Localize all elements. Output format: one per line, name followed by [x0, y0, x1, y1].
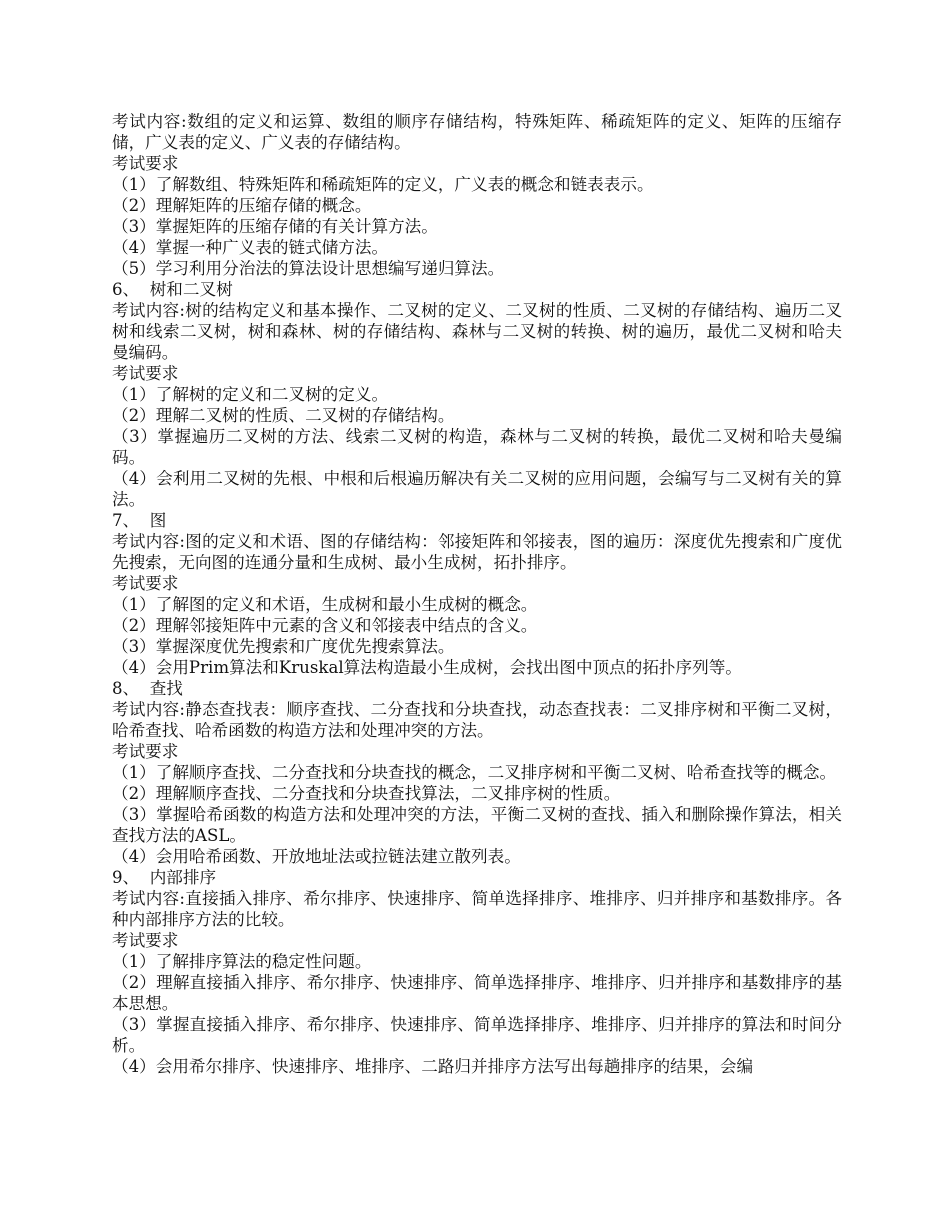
- section-5-req-5: （5）学习利用分治法的算法设计思想编写递归算法。: [112, 259, 505, 278]
- section-5-req-2: （2）理解矩阵的压缩存储的概念。: [112, 196, 372, 215]
- section-9-req-2: （2）理解直接插入排序、希尔排序、快速排序、简单选择排序、堆排序、归并排序和基数排序的基本思想。: [112, 973, 842, 1013]
- section-9-req-3: （3）掌握直接插入排序、希尔排序、快速排序、简单选择排序、堆排序、归并排序的算法和时间分析。: [112, 1015, 842, 1055]
- section-6-req-1: （1）了解树的定义和二叉树的定义。: [112, 385, 389, 404]
- document-body: [112, 111, 842, 1077]
- section-5-requirements-heading: 考试要求: [112, 154, 179, 173]
- section-7-req-3: （3）掌握深度优先搜索和广度优先搜索算法。: [112, 637, 455, 656]
- section-9-content: 考试内容:直接插入排序、希尔排序、快速排序、简单选择排序、堆排序、归并排序和基数排序。各种内部排序方法的比较。: [112, 889, 842, 929]
- section-8-requirements-heading: 考试要求: [112, 742, 179, 761]
- section-9-req-1: （1）了解排序算法的稳定性问题。: [112, 952, 372, 971]
- section-7-requirements-heading: 考试要求: [112, 574, 179, 593]
- section-8-req-1: （1）了解顺序查找、二分查找和分块查找的概念，二叉排序树和平衡二叉树、哈希查找等的概念。: [112, 763, 837, 782]
- section-6-req-3: （3）掌握遍历二叉树的方法、线索二叉树的构造，森林与二叉树的转换，最优二叉树和哈夫曼编码。: [112, 427, 842, 467]
- section-6-req-4: （4）会利用二叉树的先根、中根和后根遍历解决有关二叉树的应用问题，会编写与二叉树有关的算法。: [112, 469, 842, 509]
- section-5-req-4: （4）掌握一种广义表的链式储方法。: [112, 238, 389, 257]
- section-9-req-4: （4）会用希尔排序、快速排序、堆排序、二路归并排序方法写出每趟排序的结果，会编: [112, 1057, 754, 1076]
- section-7-req-1: （1）了解图的定义和术语，生成树和最小生成树的概念。: [112, 595, 538, 614]
- section-6-heading: 6、 树和二叉树: [112, 280, 233, 299]
- section-7-heading: 7、 图: [112, 511, 167, 530]
- section-9-requirements-heading: 考试要求: [112, 931, 179, 950]
- section-8-req-4: （4）会用哈希函数、开放地址法或拉链法建立散列表。: [112, 847, 521, 866]
- section-5-req-3: （3）掌握矩阵的压缩存储的有关计算方法。: [112, 217, 438, 236]
- section-8-content: 考试内容:静态查找表：顺序查找、二分查找和分块查找，动态查找表：二叉排序树和平衡二叉树，哈希查找、哈希函数的构造方法和处理冲突的方法。: [112, 700, 842, 740]
- section-7-content: 考试内容:图的定义和术语、图的存储结构：邻接矩阵和邻接表，图的遍历：深度优先搜索和广度优先搜索，无向图的连通分量和生成树、最小生成树，拓扑排序。: [112, 532, 842, 572]
- section-8-req-3: （3）掌握哈希函数的构造方法和处理冲突的方法，平衡二叉树的查找、插入和删除操作算法，相关查找方法的ASL。: [112, 805, 842, 845]
- section-7-req-2: （2）理解邻接矩阵中元素的含义和邻接表中结点的含义。: [112, 616, 538, 635]
- section-6-requirements-heading: 考试要求: [112, 364, 179, 383]
- section-6-req-2: （2）理解二叉树的性质、二叉树的存储结构。: [112, 406, 455, 425]
- section-6-content: 考试内容:树的结构定义和基本操作、二叉树的定义、二叉树的性质、二叉树的存储结构、遍历二叉树和线索二叉树，树和森林、树的存储结构、森林与二叉树的转换、树的遍历，最优二叉树和哈夫曼编码。: [112, 301, 842, 362]
- section-7-req-4: （4）会用Prim算法和Kruskal算法构造最小生成树，会找出图中顶点的拓扑序列等。: [112, 658, 742, 677]
- section-5-content: 考试内容:数组的定义和运算、数组的顺序存储结构，特殊矩阵、稀疏矩阵的定义、矩阵的压缩存储，广义表的定义、广义表的存储结构。: [112, 112, 842, 152]
- section-8-req-2: （2）理解顺序查找、二分查找和分块查找算法，二叉排序树的性质。: [112, 784, 621, 803]
- section-9-heading: 9、 内部排序: [112, 868, 217, 887]
- section-8-heading: 8、 查找: [112, 679, 183, 698]
- section-5-req-1: （1）了解数组、特殊矩阵和稀疏矩阵的定义，广义表的概念和链表表示。: [112, 175, 654, 194]
